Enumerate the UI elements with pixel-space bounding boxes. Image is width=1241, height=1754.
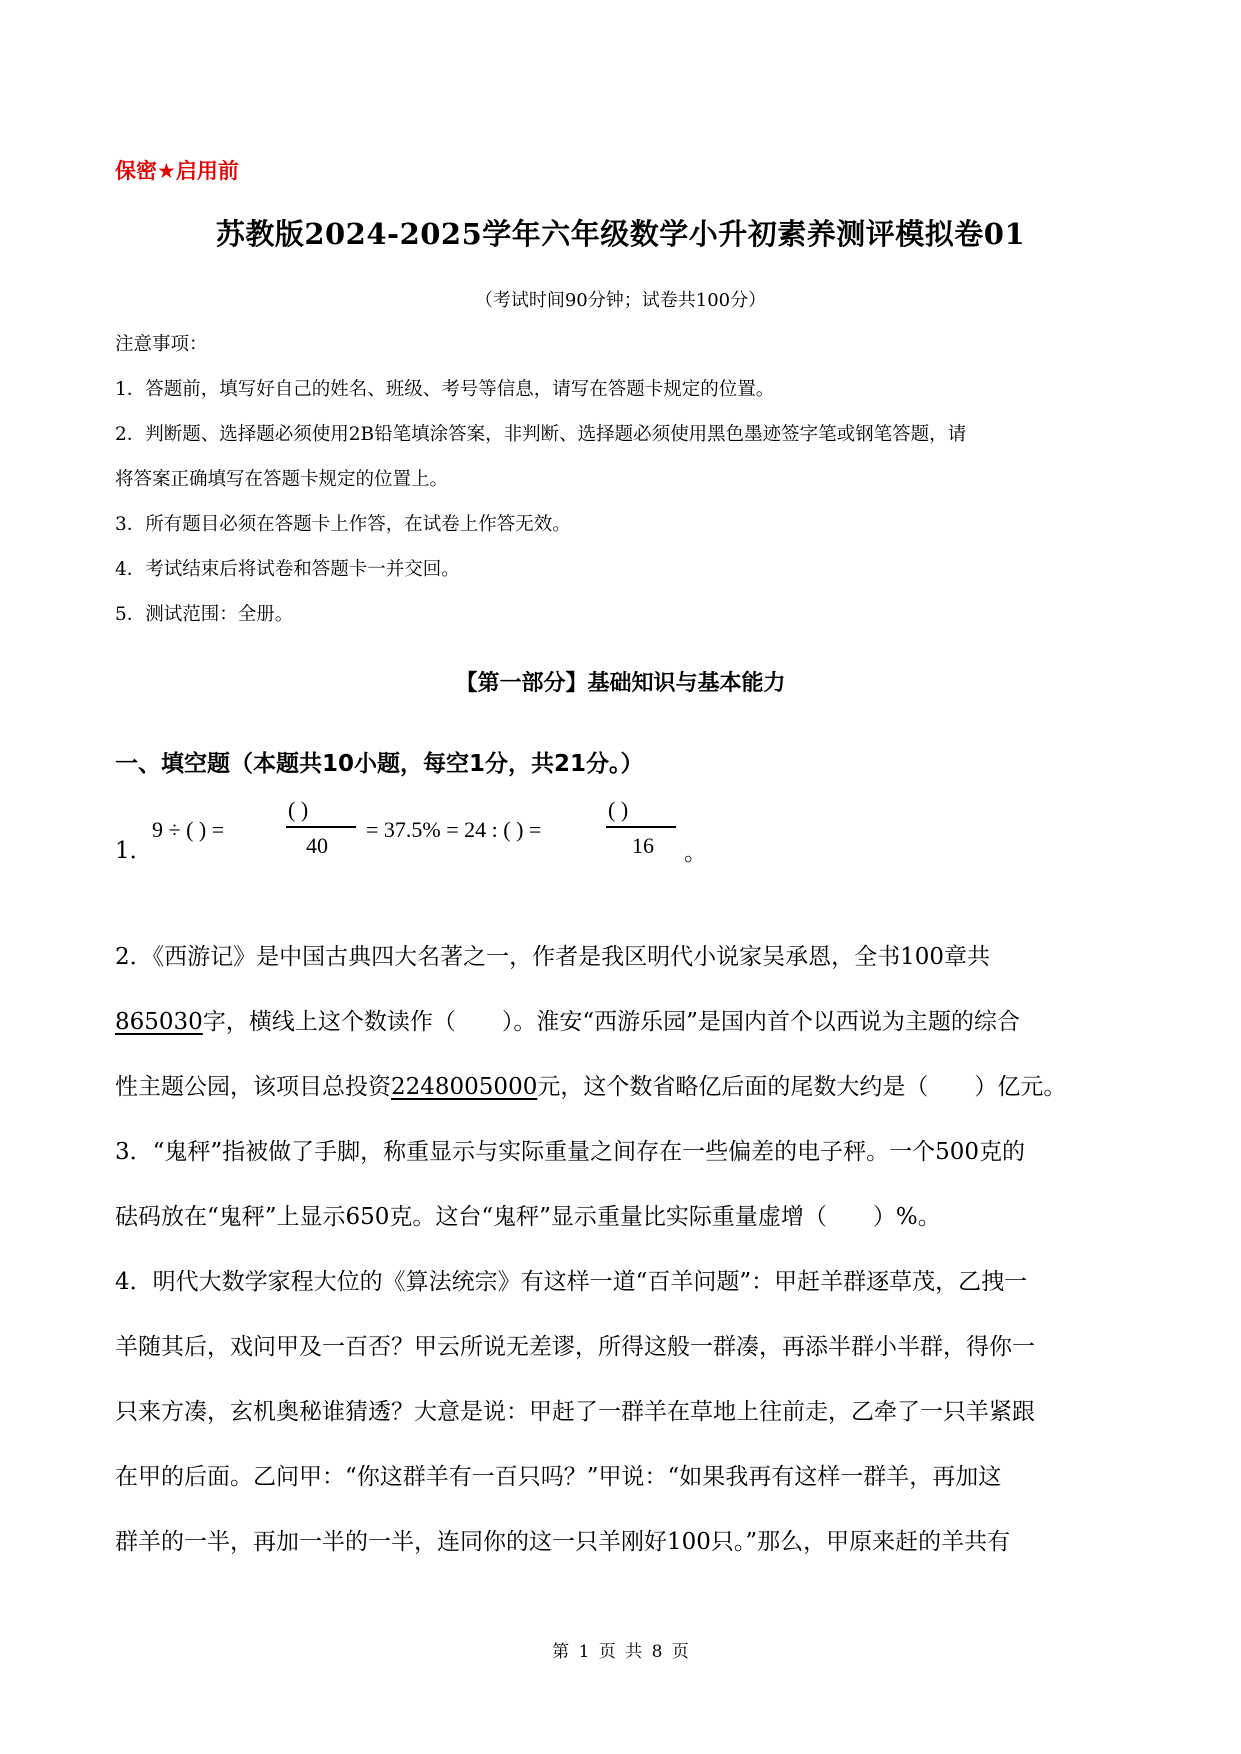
fraction-2-numerator: ( ): [608, 797, 629, 822]
question-1-number: 1．: [115, 838, 153, 864]
confidential-label: 保密★启用前: [115, 159, 239, 183]
question-3-line: 砝码放在“鬼秤”上显示650克。这台“鬼秤”显示重量比实际重量虚增（ ）%。: [115, 1204, 941, 1230]
fraction-1-numerator: ( ): [288, 797, 309, 822]
notes-heading: 注意事项：: [115, 334, 208, 355]
fraction-2-bar: [606, 826, 676, 828]
part-heading: 一、填空题（本题共10小题，每空1分，共21分。）: [115, 751, 644, 777]
note-item: 3．所有题目必须在答题卡上作答，在试卷上作答无效。: [115, 514, 571, 535]
note-item: 将答案正确填写在答题卡规定的位置上。: [115, 469, 449, 490]
note-item: 5．测试范围：全册。: [115, 604, 294, 625]
fraction-2-denominator: 16: [632, 833, 654, 858]
question-3-line: 3．“鬼秤”指被做了手脚，称重显示与实际重量之间存在一些偏差的电子秤。一个500克的: [115, 1139, 1026, 1165]
note-item: 1．答题前，填写好自己的姓名、班级、考号等信息，请写在答题卡规定的位置。: [115, 379, 775, 400]
fraction-1-bar: [286, 826, 356, 828]
question-4-line: 在甲的后面。乙问甲：“你这群羊有一百只吗？”甲说：“如果我再有这样一群羊，再加这: [115, 1464, 1002, 1490]
underlined-number: 865030: [115, 1009, 203, 1035]
question-2-line: 2．《西游记》是中国古典四大名著之一，作者是我区明代小说家吴承恩，全书100章共: [115, 944, 991, 970]
question-2-line: 865030字，横线上这个数读作（ ）。淮安“西游乐园”是国内首个以西说为主题的综合: [115, 1009, 1020, 1035]
question-4-line: 4．明代大数学家程大位的《算法统宗》有这样一道“百羊问题”：甲赶羊群逐草茂，乙拽一: [115, 1269, 1028, 1295]
note-item: 4．考试结束后将试卷和答题卡一并交回。: [115, 559, 460, 580]
question-4-line: 羊随其后，戏问甲及一百否？甲云所说无差谬，所得这般一群凑，再添半群小半群，得你一: [115, 1334, 1035, 1360]
note-item: 2．判断题、选择题必须使用2B铅笔填涂答案，非判断、选择题必须使用黑色墨迹签字笔或钢笔答题，请: [115, 424, 967, 445]
question-4-line: 群羊的一半，再加一半的一半，连同你的这一只羊刚好100只。”那么，甲原来赶的羊共有: [115, 1529, 1011, 1555]
question-1-expr-start: 9 ÷ ( ) =: [152, 817, 225, 842]
question-1-end: 。: [684, 840, 707, 866]
section-title: 【第一部分】基础知识与基本能力: [455, 671, 786, 696]
page-footer: 第 1 页 共 8 页: [552, 1642, 689, 1662]
exam-subtitle: （考试时间90分钟；试卷共100分）: [474, 290, 767, 311]
exam-title: 苏教版2024-2025学年六年级数学小升初素养测评模拟卷01: [215, 217, 1026, 251]
underlined-number: 2248005000: [391, 1074, 538, 1100]
question-4-line: 只来方凑，玄机奥秘谁猜透？大意是说：甲赶了一群羊在草地上往前走，乙牵了一只羊紧跟: [115, 1399, 1035, 1425]
fraction-1-denominator: 40: [306, 833, 328, 858]
question-1-expr-middle: = 37.5% = 24 : ( ) =: [366, 817, 542, 842]
question-2-line: 性主题公园，该项目总投资2248005000元，这个数省略亿后面的尾数大约是（ ）亿元。: [115, 1074, 1067, 1100]
